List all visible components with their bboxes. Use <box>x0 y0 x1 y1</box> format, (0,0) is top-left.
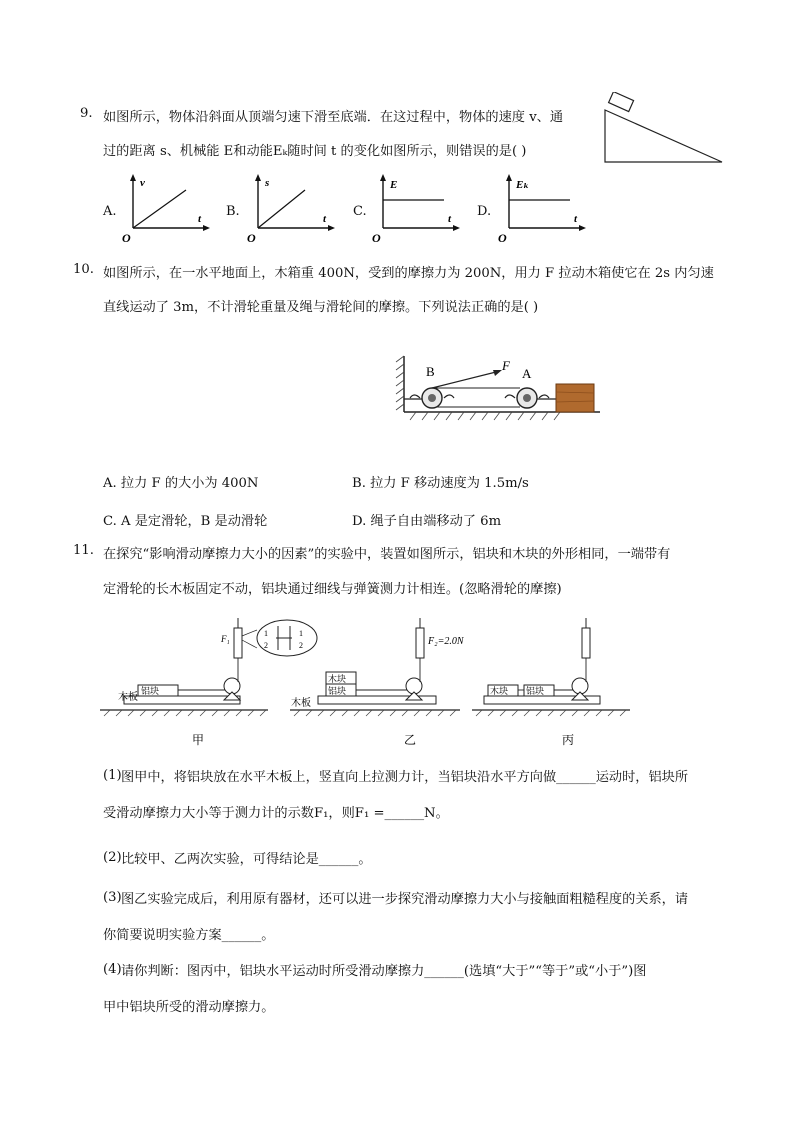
scale-1: 1 <box>264 629 268 638</box>
origin-label: O <box>247 231 256 245</box>
setup-jia <box>100 618 317 747</box>
part-text-line1: 图乙实验完成后，利用原有器材，还可以进一步探究滑动摩擦力大小与接触面粗糙程度的关系，请 <box>121 892 689 907</box>
option-label: D. <box>477 204 492 219</box>
option-text: D. 绳子自由端移动了 6m <box>352 514 502 529</box>
y-axis-label: v <box>140 177 145 189</box>
part-text-line2: 甲中铝块所受的滑动摩擦力。 <box>103 1000 275 1015</box>
x-axis-label: t <box>448 213 452 225</box>
option-label: A. <box>103 204 117 219</box>
top-block-label: 木块 <box>328 674 347 684</box>
graph-Ek-t <box>494 172 586 246</box>
friction-experiment-figure <box>100 610 640 750</box>
board-label: 木板 <box>291 698 311 709</box>
y-axis-label: E <box>390 179 398 191</box>
question-number: 9. <box>80 106 93 121</box>
origin-label: O <box>372 231 381 245</box>
part-text-line1: 请你判断：图丙中，铝块水平运动时所受滑动摩擦力______(选填“大于”“等于”或“小于”)图 <box>121 964 647 979</box>
question-text-line2: 过的距离 s、机械能 E和动能Eₖ随时间 t 的变化如图所示，则错误的是( ) <box>103 144 527 159</box>
x-axis-label: t <box>323 213 327 225</box>
x-axis-label: t <box>198 213 202 225</box>
part-text-line1: 图甲中，将铝块放在水平木板上，竖直向上拉测力计，当铝块沿水平方向做______运动时，铝块所 <box>121 770 689 785</box>
option-text: A. 拉力 F 的大小为 400N <box>103 476 259 491</box>
scale-2-right: 2 <box>299 641 303 650</box>
graph-s-t <box>243 172 335 246</box>
part-number: (4) <box>103 962 122 977</box>
origin-label: O <box>498 231 507 245</box>
part-text-line1: 比较甲、乙两次实验，可得结论是______。 <box>121 852 372 867</box>
question-text-line2: 定滑轮的长木板固定不动，铝块通过细线与弹簧测力计相连。(忽略滑轮的摩擦) <box>103 582 562 597</box>
pulley-figure <box>392 352 602 424</box>
graph-v-t <box>118 172 210 246</box>
part-number: (2) <box>103 850 122 865</box>
caption: 丙 <box>562 733 575 747</box>
force-reading: F₂=2.0N <box>428 636 464 647</box>
origin-label: O <box>122 231 131 245</box>
option-text: B. 拉力 F 移动速度为 1.5m/s <box>352 476 529 491</box>
block-label: 铝块 <box>141 686 160 696</box>
part-number: (1) <box>103 768 122 783</box>
option-text: C. A 是定滑轮，B 是动滑轮 <box>103 514 268 529</box>
graph-E-t <box>368 172 460 246</box>
x-axis-label: t <box>574 213 578 225</box>
scale-1-right: 1 <box>299 629 303 638</box>
force-label: F₁ <box>221 634 230 644</box>
block-left-label: 木块 <box>490 686 509 696</box>
caption: 乙 <box>404 733 417 747</box>
block-right-label: 铝块 <box>526 686 545 696</box>
setup-bing <box>472 618 630 747</box>
option-label: B. <box>226 204 240 219</box>
bottom-block-label: 铝块 <box>328 686 347 696</box>
question-number: 11. <box>73 543 94 558</box>
y-axis-label: Eₖ <box>516 179 530 191</box>
question-text-line1: 如图所示，物体沿斜面从顶端匀速下滑至底端．在这过程中，物体的速度 v、通 <box>103 110 564 125</box>
part-text-line2: 受滑动摩擦力大小等于测力计的示数F₁，则F₁ =______N。 <box>103 806 449 821</box>
caption: 甲 <box>192 733 205 747</box>
incline-figure <box>600 92 726 164</box>
scale-2: 2 <box>264 641 268 650</box>
question-number: 10. <box>73 262 94 277</box>
part-number: (3) <box>103 890 122 905</box>
option-label: C. <box>353 204 367 219</box>
pulley-b-label: B <box>426 364 435 379</box>
question-text-line1: 在探究“影响滑动摩擦力大小的因素”的实验中，装置如图所示，铝块和木块的外形相同，一端带有 <box>103 547 671 562</box>
part-text-line2: 你简要说明实验方案______。 <box>103 928 275 943</box>
question-text-line2: 直线运动了 3m，不计滑轮重量及绳与滑轮间的摩擦。下列说法正确的是( ) <box>103 300 539 315</box>
y-axis-label: s <box>265 177 270 189</box>
board-label: 木板 <box>118 692 138 703</box>
pulley-a-label: A <box>522 366 532 381</box>
question-text-line1: 如图所示，在一水平地面上，木箱重 400N，受到的摩擦力为 200N，用力 F 拉动木箱使它在 2s 内匀速 <box>103 266 714 281</box>
force-label: F <box>502 358 510 373</box>
